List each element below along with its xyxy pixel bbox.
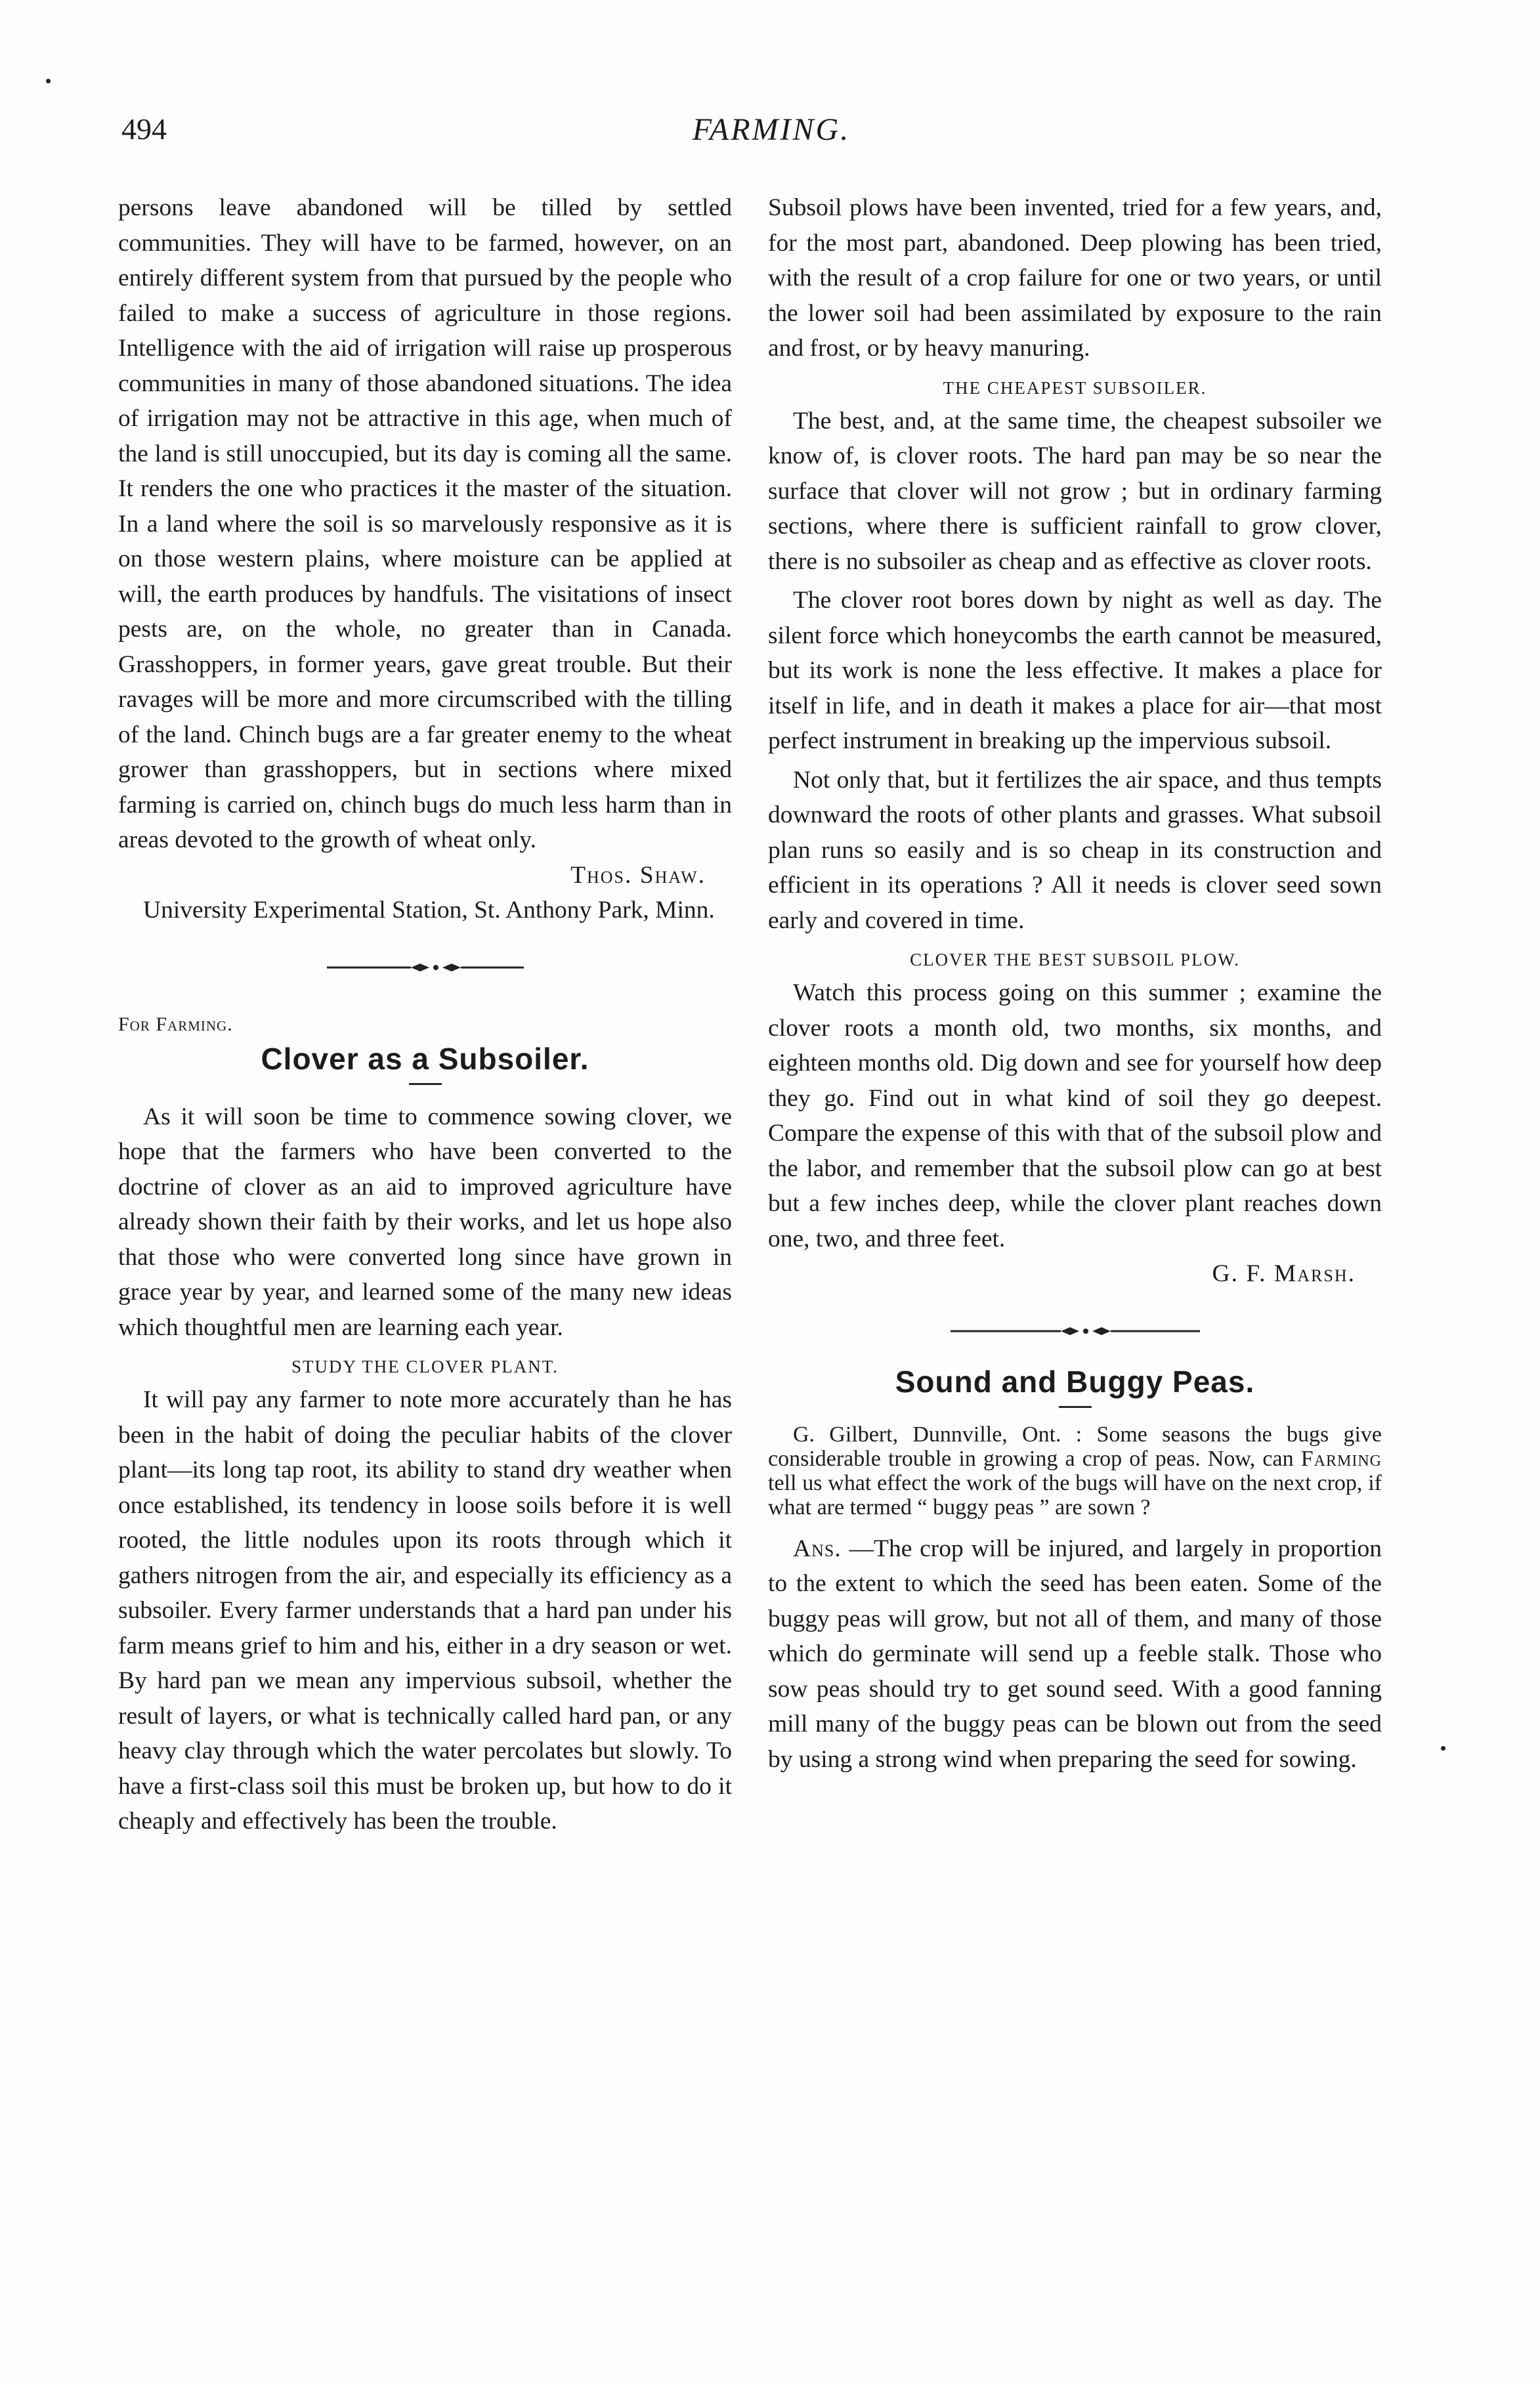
question-farming: Farming (1300, 1446, 1382, 1471)
running-title: FARMING. (692, 112, 851, 147)
title-dash-right (1059, 1406, 1092, 1408)
intro-paragraph: As it will soon be time to commence sowing clover, we hope that the farmers who have been converted to the doctrine of clover as an aid to improved agriculture have already shown their faith by their works, and let us hope also that those who were converted long since have grown in grace year by year, and learned some of the many new ideas which thoughtful men are learning each year. (118, 1103, 732, 1341)
cheapest-paragraph-2: The clover root bores down by night as well as day. The silent force which honeycombs the earth cannot be measured, but its work is none the less effective. It makes a place for itself in life, and in death it makes a place for air—that most perfect instrument in breaking up the impervious subsoil. (768, 587, 1382, 754)
page-header (121, 112, 1421, 171)
subhead-best-subsoil-plow: CLOVER THE BEST SUBSOIL PLOW. (910, 950, 1240, 969)
article-title-clover: Clover as a Subsoiler. (261, 1041, 589, 1076)
reader-question (768, 1422, 1382, 1520)
cheapest-paragraph-3: Not only that, but it fertilizes the air space, and thus tempts downward the roots of other plants and grasses. What subsoil plan runs so easily and is so cheap in its construction and efficient in its operations ? All it needs is clover seed sown early and covered in time. (768, 766, 1382, 934)
continued-paragraph-right: Subsoil plows have been invented, tried for a few years, and, for the most part, abandoned. Deep plowing has been tried, with the result of a crop failure for one or two years, or until the lower soil had been assimilated by exposure to the rain and frost, or by heavy manuring. (768, 194, 1382, 362)
divider-ornament-icon (327, 961, 524, 974)
section-divider-ornament (118, 948, 732, 987)
margin-speck (1441, 1746, 1445, 1751)
cheapest-paragraph-1: The best, and, at the same time, the cheapest subsoiler we know of, is clover roots. The hard pan may be so near the surface that clover will not grow ; but in ordinary farming sections, where there is sufficient rainfall to grow clover, there is no subsoiler as cheap and as effective as clover roots. (768, 407, 1382, 575)
section-divider-ornament-right (768, 1311, 1382, 1351)
margin-speck (46, 79, 51, 83)
author-signature-right: G. F. Marsh. (1212, 1260, 1356, 1287)
question-body-end: tell us what effect the work of the bugs will have on the next crop, if what are termed “ buggy peas ” are sown ? (768, 1470, 1382, 1520)
author-signature: Thos. Shaw. (570, 861, 706, 889)
for-farming-label: For Farming. (118, 1013, 233, 1035)
best-plow-paragraph: Watch this process going on this summer ; examine the clover roots a month old, two months, six months, and eighteen months old. Dig down and see for yourself how deep they go. Find out in what kind of soil they go deepest. Compare the expense of this with that of the subsoil plow and the labor, and remember that the subsoil plow can go at best but a few inches deep, while the clover plant reaches down one, two, and three feet. (768, 979, 1382, 1252)
page-number: 494 (121, 112, 167, 146)
divider-ornament-icon (951, 1325, 1200, 1338)
article-title-peas: Sound and Buggy Peas. (895, 1364, 1255, 1399)
author-affiliation: University Experimental Station, St. Anthony Park, Minn. (143, 897, 715, 924)
answer-body: —The crop will be injured, and largely in proportion to the extent to which the seed has been eaten. Some of the buggy peas will grow, but not all of them, and many of those which do germinate will send up a feeble stalk. Those who sow peas should try to get sound seed. With a good fanning mill many of the buggy peas can be blown out from the seed by using a strong wind when preparing the seed for sowing. (768, 1535, 1382, 1773)
study-paragraph: It will pay any farmer to note more accurately than he has been in the habit of doing the peculiar habits of the clover plant—its long tap root, its ability to stand dry weather when once established, its tendency in loose soils before it is well rooted, the little nodules upon its roots through which it gathers nitrogen from the air, and especially its efficiency as a subsoiler. Every farmer understands that a hard pan under his farm means grief to him and his, either in a dry season or wet. By hard pan we mean any impervious subsoil, whether the result of layers, or what is technically called hard pan, or any heavy clay through which the water percolates but slowly. To have a first-class soil this must be broken up, but how to do it cheaply and effectively has been the trouble. (118, 1386, 732, 1835)
title-dash (409, 1083, 442, 1085)
continued-paragraph: persons leave abandoned will be tilled by settled communities. They will have to be farmed, however, on an entirely different system from that pursued by the people who failed to make a success of agriculture in those regions. Intelligence with the aid of irrigation will raise up prosperous communities in many of those abandoned situations. The idea of irrigation may not be attractive in this age, when much of the land is still unoccupied, but its day is coming all the same. It renders the one who practices it the master of the situation. In a land where the soil is so marvelously responsive as it is on those western plains, where moisture can be applied at will, the earth produces by handfuls. The visitations of insect pests are, on the whole, no greater than in Canada. Grasshoppers, in former years, gave great trouble. But their ravages will be more and more circumscribed with the tilling of the land. Chinch bugs are a far greater enemy to the wheat grower than grasshoppers, but in sections where mixed farming is carried on, chinch bugs do much less harm than in areas devoted to the growth of wheat only. (118, 194, 732, 853)
answer-paragraph (768, 1531, 1382, 1777)
left-column (118, 190, 732, 1839)
subhead-cheapest-subsoiler: THE CHEAPEST SUBSOILER. (943, 377, 1207, 398)
question-author: G. Gilbert, Dunnville, Ont. : (793, 1422, 1082, 1447)
right-column (768, 190, 1382, 1777)
answer-label: Ans. (793, 1535, 842, 1562)
question-body: Some seasons the bugs give considerable trouble in growing a crop of peas. Now, can (768, 1422, 1382, 1471)
subhead-study-clover: STUDY THE CLOVER PLANT. (291, 1357, 559, 1376)
